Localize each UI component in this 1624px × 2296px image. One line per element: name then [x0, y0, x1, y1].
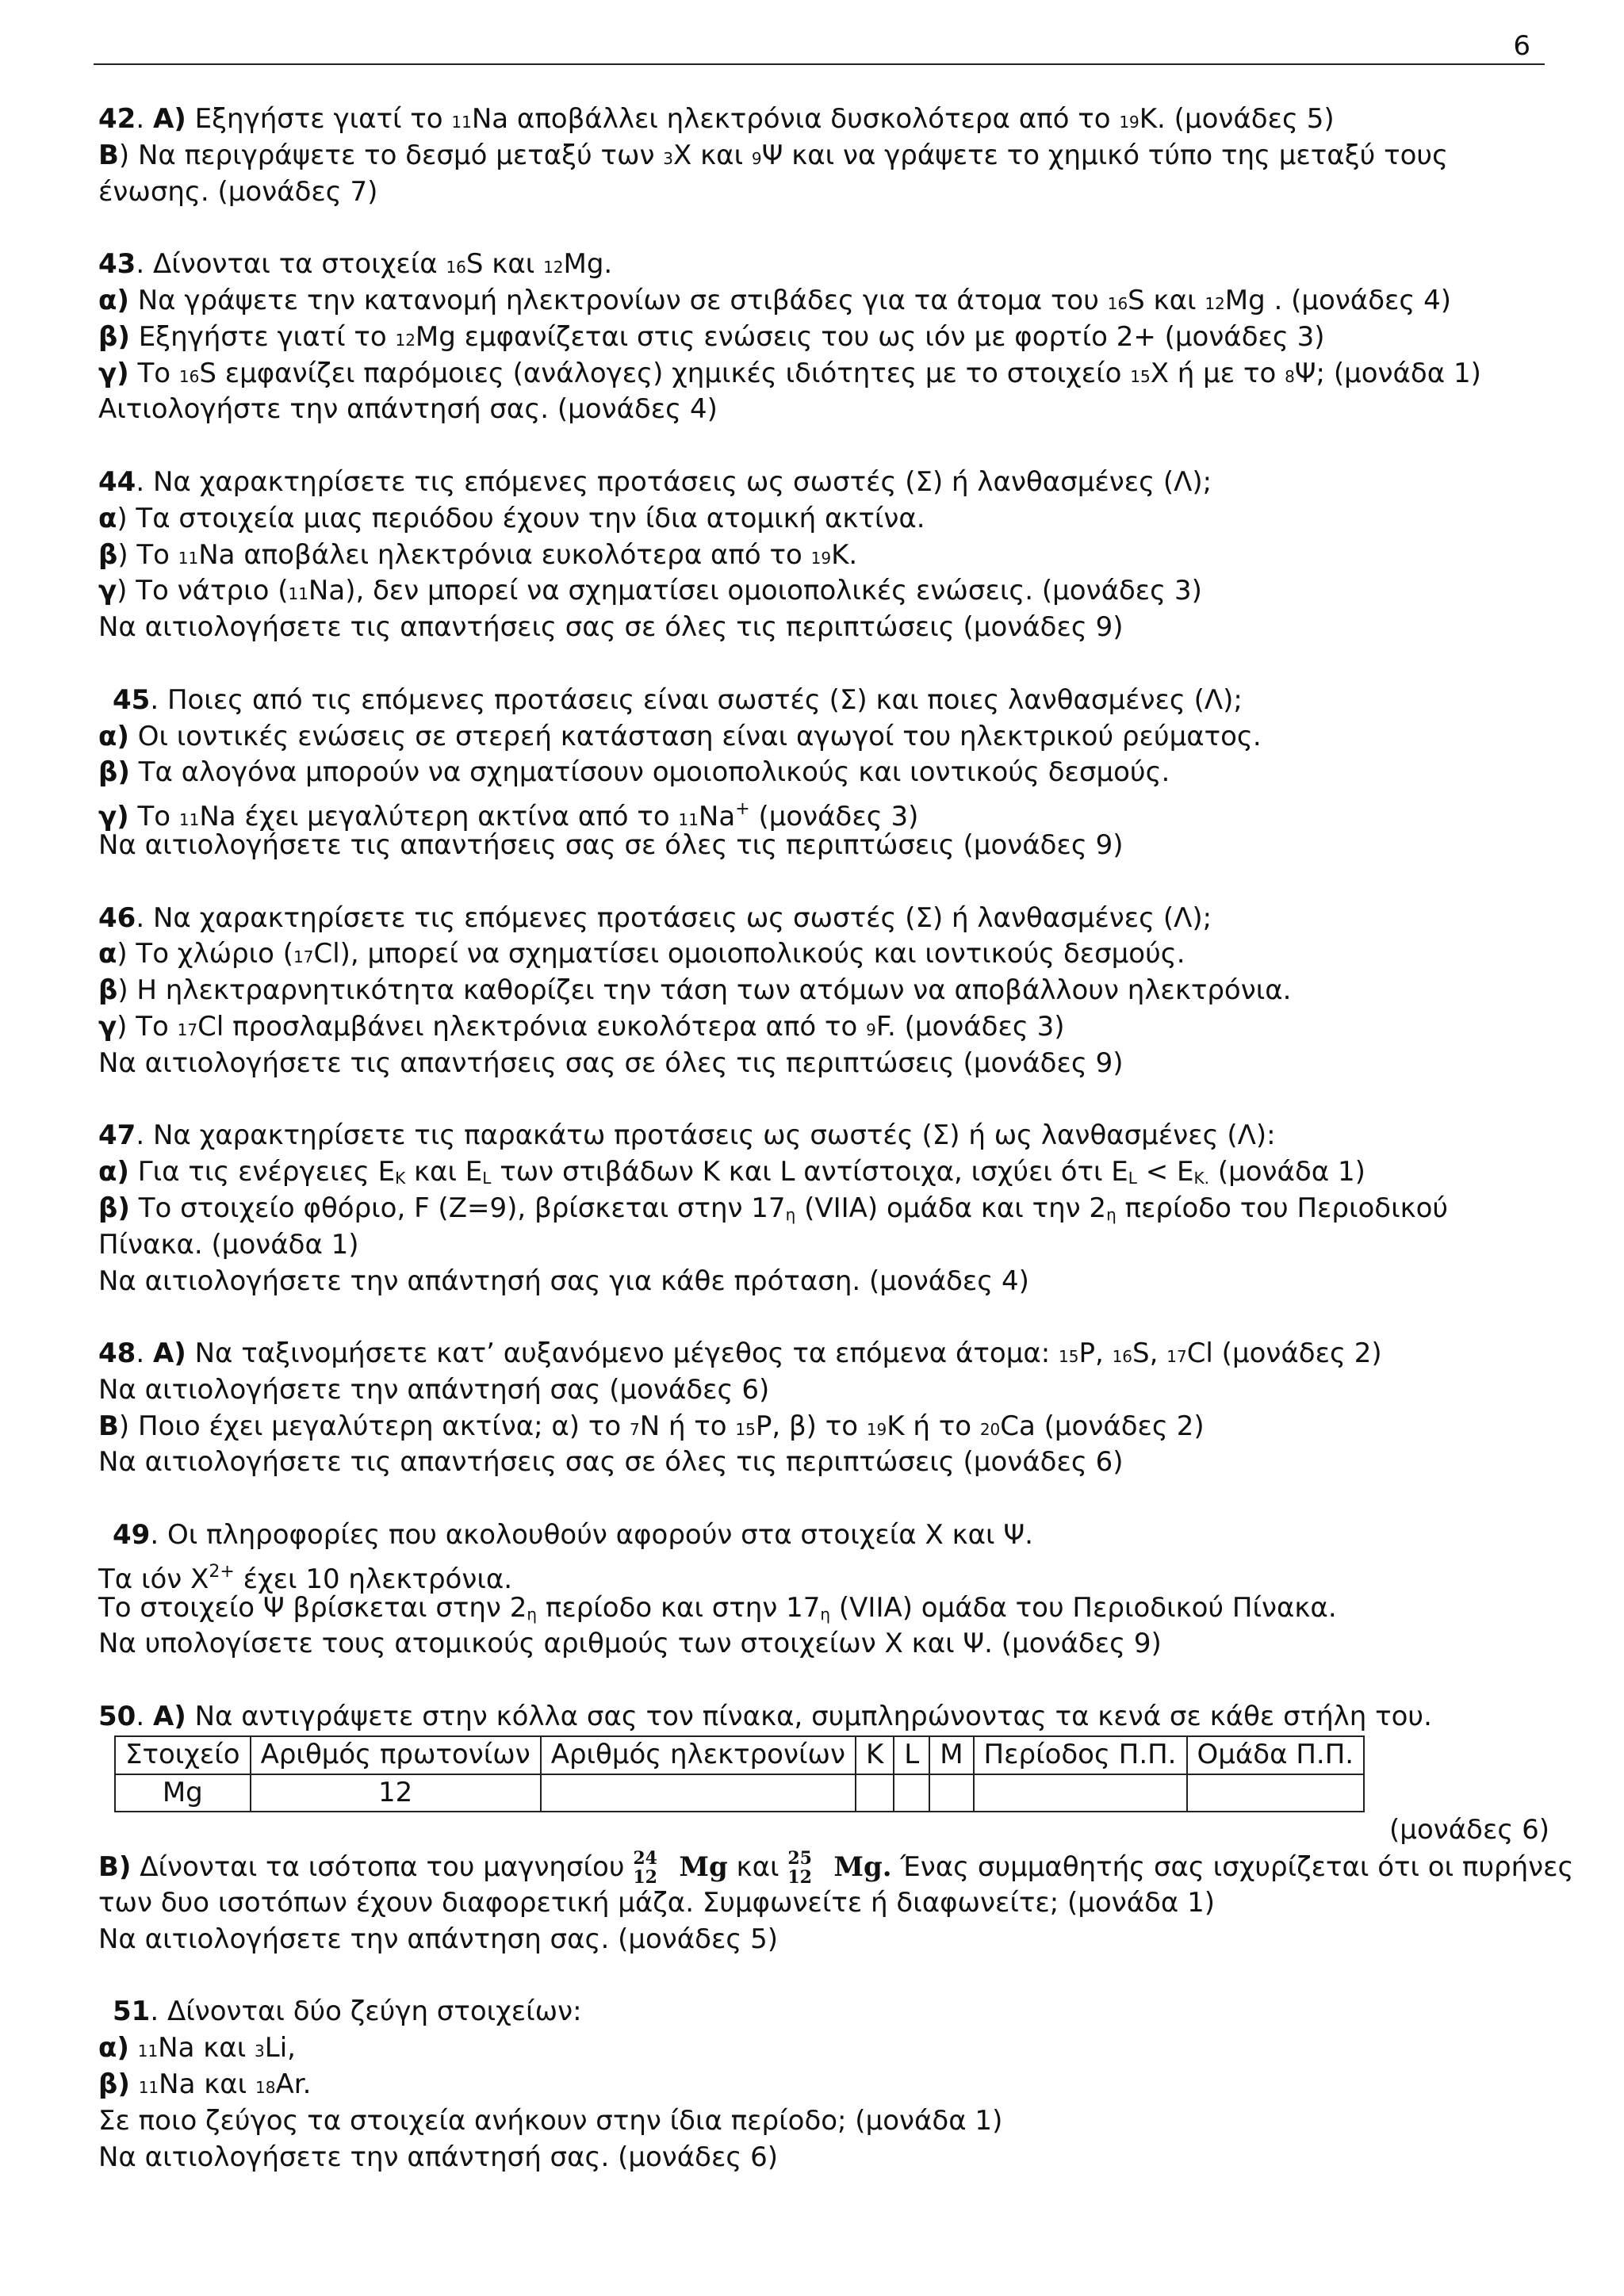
table-header: K — [856, 1736, 894, 1774]
q46-justify: Να αιτιολογήσετε τις απαντήσεις σας σε όλες τις περιπτώσεις (μονάδες 9) — [98, 1047, 1124, 1079]
q49-intro: 49. Οι πληροφορίες που ακολουθούν αφορούν στα στοιχεία X και Ψ. — [113, 1519, 1033, 1552]
q50-part-a-points: (μονάδες 6) — [1389, 1814, 1549, 1846]
q45-part-a: α) Οι ιοντικές ενώσεις σε στερεή κατάσταση είναι αγωγοί του ηλεκτρικού ρεύματος. — [98, 720, 1262, 752]
q47-part-b-cont: Πίνακα. (μονάδα 1) — [98, 1228, 359, 1261]
table-header: Αριθμός πρωτονίων — [251, 1736, 541, 1774]
table-cell — [974, 1774, 1187, 1812]
q49-line-psi: Το στοιχείο Ψ βρίσκεται στην 2η περίοδο και στην 17η (VIIA) ομάδα του Περιοδικού Πίνακα. — [98, 1591, 1337, 1624]
table-cell: 12 — [251, 1774, 541, 1812]
table-cell — [894, 1774, 929, 1812]
q46-intro: 46. Να χαρακτηρίσετε τις επόμενες προτάσεις ως σωστές (Σ) ή λανθασμένες (Λ); — [98, 901, 1212, 934]
q46-part-g: γ) Το 17Cl προσλαμβάνει ηλεκτρόνια ευκολότερα από το 9F. (μονάδες 3) — [98, 1010, 1065, 1043]
isotope-mg24: 24 12 — [633, 1848, 657, 1888]
q42-part-a: 42. A) Εξηγήστε γιατί το 11Na αποβάλλει ηλεκτρόνια δυσκολότερα από το 19K. (μονάδες 5) — [98, 103, 1335, 135]
q51-part-a: α) 11Na και 3Li, — [98, 2032, 296, 2064]
q47-part-a: α) Για τις ενέργειες EK και EL των στιβάδων K και L αντίστοιχα, ισχύει ότι EL < EK. (μονάδα 1) — [98, 1156, 1365, 1188]
q42-part-b-cont: ένωσης. (μονάδες 7) — [98, 175, 378, 208]
q48-justify: Να αιτιολογήσετε τις απαντήσεις σας σε όλες τις περιπτώσεις (μονάδες 6) — [98, 1446, 1124, 1479]
q42-part-b: B) Να περιγράψετε το δεσμό μεταξύ των 3X και 9Ψ και να γράψετε το χημικό τύπο της μεταξύ τους — [98, 139, 1449, 171]
table-header: M — [929, 1736, 973, 1774]
q46-part-a: α) Το χλώριο (17Cl), μπορεί να σχηματίσει ομοιοπολικούς και ιοντικούς δεσμούς. — [98, 938, 1185, 970]
q47-part-b: β) Το στοιχείο φθόριο, F (Z=9), βρίσκεται στην 17η (VIIA) ομάδα και την 2η περίοδο του Περιοδικού — [98, 1192, 1449, 1224]
q47-justify: Να αιτιολογήσετε την απάντησή σας για κάθε πρόταση. (μονάδες 4) — [98, 1265, 1029, 1297]
header-rule — [94, 63, 1545, 65]
q43-intro: 43. Δίνονται τα στοιχεία 16S και 12Mg. — [98, 248, 613, 281]
q50-justify: Να αιτιολογήσετε την απάντηση σας. (μονάδες 5) — [98, 1923, 779, 1955]
q45-justify: Να αιτιολογήσετε τις απαντήσεις σας σε όλες τις περιπτώσεις (μονάδες 9) — [98, 828, 1124, 861]
document-body — [98, 101, 1574, 2175]
table-header-row — [115, 1736, 1364, 1774]
q51-part-b: β) 11Na και 18Ar. — [98, 2068, 312, 2101]
table-header: L — [894, 1736, 929, 1774]
table-header: Στοιχείο — [115, 1736, 251, 1774]
q48-part-a: 48. A) Να ταξινομήσετε κατ’ αυξανόμενο μέγεθος τα επόμενα άτομα: 15P, 16S, 17Cl (μονάδες 2) — [98, 1337, 1382, 1370]
table-cell — [929, 1774, 973, 1812]
q43-justify: Αιτιολογήστε την απάντησή σας. (μονάδες 4) — [98, 393, 718, 426]
q44-part-a: α) Τα στοιχεία μιας περιόδου έχουν την ίδια ατομική ακτίνα. — [98, 502, 925, 534]
table-cell — [856, 1774, 894, 1812]
q44-intro: 44. Να χαρακτηρίσετε τις επόμενες προτάσεις ως σωστές (Σ) ή λανθασμένες (Λ); — [98, 465, 1212, 498]
q44-part-b: β) Το 11Na αποβάλει ηλεκτρόνια ευκολότερα από το 19K. — [98, 538, 858, 571]
q47-intro: 47. Να χαρακτηρίσετε τις παρακάτω προτάσεις ως σωστές (Σ) ή ως λανθασμένες (Λ): — [98, 1119, 1276, 1152]
q50-part-b-cont: των δυο ισοτόπων έχουν διαφορετική μάζα. Συμφωνείτε ή διαφωνείτε; (μονάδα 1) — [98, 1887, 1216, 1919]
table-cell: Mg — [115, 1774, 251, 1812]
q49-line-ion: Τα ιόν $X^{2+}$ έχει 10 ηλεκτρόνια. — [98, 1561, 513, 1595]
table-cell — [541, 1774, 856, 1812]
table-row — [115, 1774, 1364, 1812]
page-number: 6 — [1513, 30, 1530, 62]
q45-part-b: β) Τα αλογόνα μπορούν να σχηματίσουν ομοιοπολικούς και ιοντικούς δεσμούς. — [98, 756, 1170, 789]
q45-intro: 45. Ποιες από τις επόμενες προτάσεις είναι σωστές (Σ) και ποιες λανθασμένες (Λ); — [113, 683, 1243, 716]
q44-justify: Να αιτιολογήσετε τις απαντήσεις σας σε όλες τις περιπτώσεις (μονάδες 9) — [98, 611, 1124, 644]
q48-part-a-justify: Να αιτιολογήσετε την απάντησή σας (μονάδες 6) — [98, 1373, 770, 1406]
q48-part-b: B) Ποιο έχει μεγαλύτερη ακτίνα; α) το 7N ή το 15P, β) το 19K ή το 20Ca (μονάδες 2) — [98, 1410, 1205, 1442]
table-header: Περίοδος Π.Π. — [974, 1736, 1187, 1774]
q43-part-b: β) Εξηγήστε γιατί το 12Mg εμφανίζεται στις ενώσεις του ως ιόν με φορτίο 2+ (μονάδες 3) — [98, 320, 1325, 353]
q44-part-g: γ) Το νάτριο (11Na), δεν μπορεί να σχηματίσει ομοιοπολικές ενώσεις. (μονάδες 3) — [98, 575, 1202, 607]
q49-question: Να υπολογίσετε τους ατομικούς αριθμούς των στοιχείων X και Ψ. (μονάδες 9) — [98, 1628, 1162, 1660]
q46-part-b: β) Η ηλεκτραρνητικότητα καθορίζει την τάση των ατόμων να αποβάλλουν ηλεκτρόνια. — [98, 974, 1292, 1007]
isotope-mg25: 25 12 — [787, 1848, 812, 1888]
q50-part-b: B) Δίνονται τα ισότοπα του μαγνησίου 24 12 Mg και 25 12 Mg. Ένας συμμαθητής σας ισχυρίζεται ότι οι πυρήνες — [98, 1848, 1574, 1888]
element-table — [114, 1735, 1365, 1813]
q51-justify: Να αιτιολογήσετε την απάντησή σας. (μονάδες 6) — [98, 2141, 779, 2173]
q51-intro: 51. Δίνονται δύο ζεύγη στοιχείων: — [113, 1996, 582, 2028]
q50-part-a: 50. A) Να αντιγράψετε στην κόλλα σας τον πίνακα, συμπληρώνοντας τα κενά σε κάθε στήλη του. — [98, 1701, 1432, 1733]
table-header: Ομάδα Π.Π. — [1187, 1736, 1365, 1774]
table-header: Αριθμός ηλεκτρονίων — [541, 1736, 856, 1774]
q51-question: Σε ποιο ζεύγος τα στοιχεία ανήκουν στην ίδια περίοδο; (μονάδα 1) — [98, 2104, 1003, 2137]
table-cell — [1187, 1774, 1365, 1812]
q43-part-g: γ) Το 16S εμφανίζει παρόμοιες (ανάλογες) χημικές ιδιότητες με το στοιχείο 15X ή με το 8Ψ; (μονάδα 1) — [98, 357, 1481, 389]
q43-part-a: α) Να γράψετε την κατανομή ηλεκτρονίων σε στιβάδες για τα άτομα του 16S και 12Mg . (μονάδες 4) — [98, 284, 1452, 316]
q45-part-g: γ) Το 11Na έχει μεγαλύτερη ακτίνα από το 11Na+ (μονάδες 3) — [98, 799, 919, 833]
